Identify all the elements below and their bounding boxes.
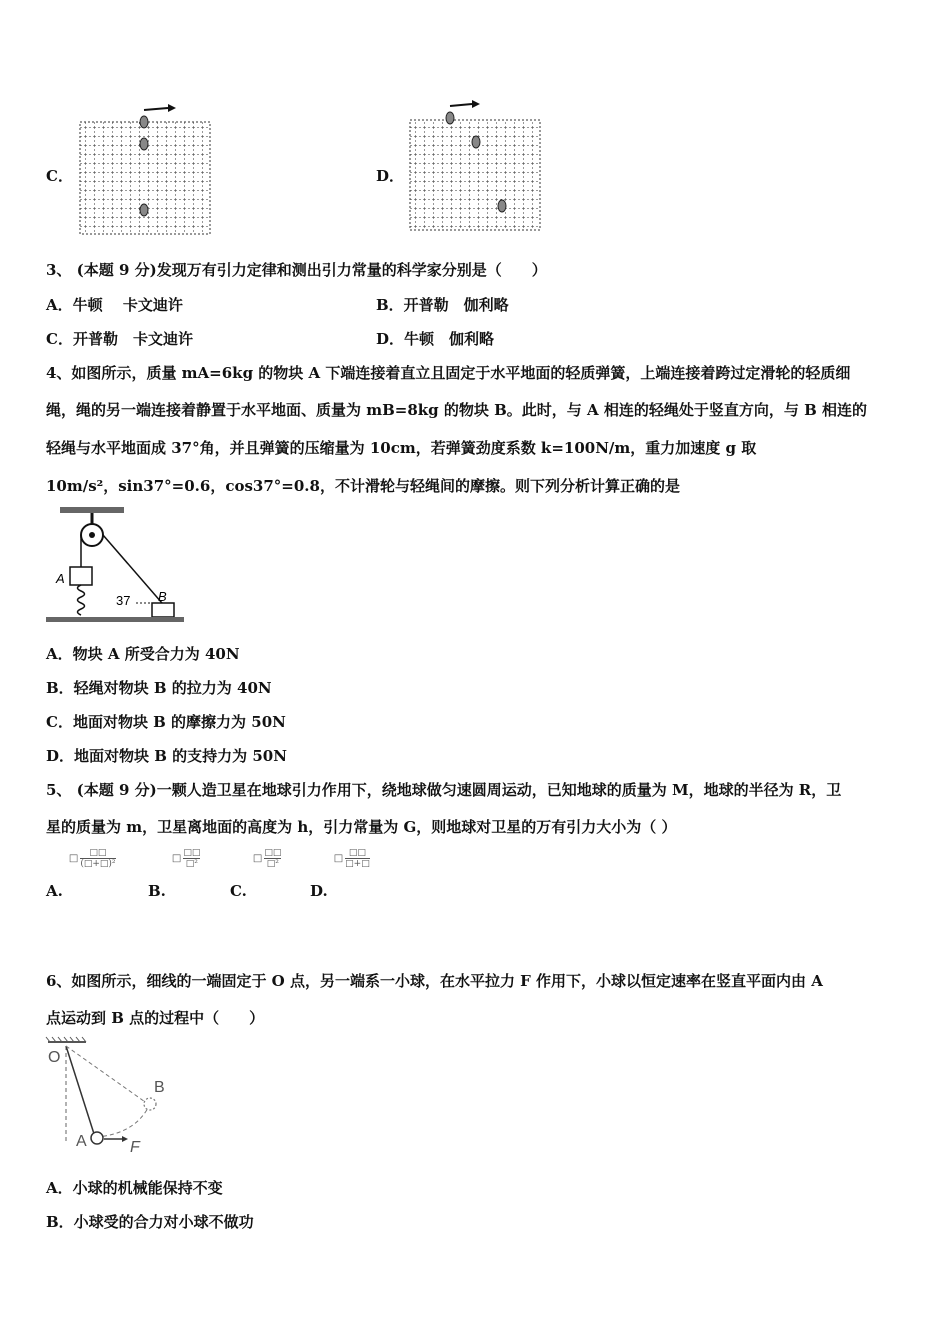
q4-option-a: A．物块 A 所受合力为 40N — [46, 645, 240, 663]
q3-stem: 3、 (本题 9 分)发现万有引力定律和测出引力常量的科学家分别是（ ） — [46, 261, 547, 279]
q4-stem-line-4: 10m/s²，sin37°=0.6，cos37°=0.8，不计滑轮与轻绳间的摩擦。则下列分析计算正确的是 — [46, 477, 680, 495]
q5-option-d — [310, 848, 370, 900]
q5-option-d-formula — [334, 848, 370, 869]
q4-option-c: C．地面对物块 B 的摩擦力为 50N — [46, 713, 286, 731]
q5-stem-line-2: 星的质量为 m，卫星离地面的高度为 h，引力常量为 G，则地球对卫星的万有引力大小为（ ） — [46, 818, 677, 836]
q4-label-b: B — [158, 589, 167, 604]
q4-label-angle: 37 — [116, 593, 131, 608]
q5-option-d-label: D. — [310, 882, 328, 900]
q5-b-num: □□ — [183, 848, 201, 858]
q4-figure-pulley-spring — [44, 505, 189, 630]
q6-option-b: B．小球受的合力对小球不做功 — [46, 1213, 254, 1231]
q4-stem-line-3: 轻绳与水平地面成 37°角，并且弹簧的压缩量为 10cm，若弹簧劲度系数 k=100N/m，重力加速度 g 取 — [46, 439, 757, 457]
q5-stem-line-1: 5、 (本题 9 分)一颗人造卫星在地球引力作用下，绕地球做匀速圆周运动，已知地球的质量为 M，地球的半径为 R，卫 — [46, 781, 842, 799]
q5-b-den: □² — [185, 859, 198, 869]
q5-prefix-glyph-b: □ — [171, 853, 182, 864]
q5-option-c — [230, 848, 282, 900]
q5-a-num: □□ — [89, 848, 107, 858]
q4-option-d: D．地面对物块 B 的支持力为 50N — [46, 747, 287, 765]
q5-option-c-formula — [253, 848, 281, 869]
q5-prefix-glyph-a: □ — [68, 853, 79, 864]
q6-stem-line-2: 点运动到 B 点的过程中（ ） — [46, 1009, 265, 1027]
q6-label-b: B — [154, 1079, 165, 1096]
q6-label-a: A — [76, 1133, 87, 1150]
q6-figure-pendulum — [44, 1036, 184, 1161]
q2-option-d-figure — [406, 100, 546, 240]
q5-d-num: □□ — [348, 848, 366, 858]
q2-option-c-figure — [76, 100, 216, 240]
q6-option-a: A．小球的机械能保持不变 — [46, 1179, 223, 1197]
q6-label-f: F — [130, 1139, 140, 1156]
q5-prefix-glyph-d: □ — [333, 853, 344, 864]
q2-option-d-label: D． — [376, 167, 405, 185]
q5-option-b — [148, 848, 201, 900]
q4-option-b: B．轻绳对物块 B 的拉力为 40N — [46, 679, 272, 697]
q3-option-b: B．开普勒 伽利略 — [376, 296, 509, 314]
q5-a-den: (□+□)² — [80, 859, 116, 869]
q5-option-c-label: C. — [230, 882, 247, 900]
q5-option-a-label: A. — [46, 882, 63, 900]
q4-stem-line-2: 绳，绳的另一端连接着静置于水平地面、质量为 mB=8kg 的物块 B。此时，与 A 相连的轻绳处于竖直方向，与 B 相连的 — [46, 401, 867, 419]
q6-label-o: O — [48, 1049, 61, 1066]
q5-d-den: □+□ — [345, 859, 370, 869]
q5-option-a-formula — [69, 848, 116, 869]
q5-option-b-label: B. — [148, 882, 166, 900]
q5-prefix-glyph-c: □ — [252, 853, 263, 864]
q3-option-a: A．牛顿 卡文迪许 — [46, 296, 183, 314]
q3-option-d: D．牛顿 伽利略 — [376, 330, 495, 348]
q4-label-a: A — [56, 571, 65, 586]
q4-stem-line-1: 4、如图所示，质量 mA=6kg 的物块 A 下端连接着直立且固定于水平地面的轻质弹簧，上端连接着跨过定滑轮的轻质细 — [46, 364, 851, 382]
q5-option-a — [46, 848, 116, 900]
q5-option-b-formula — [172, 848, 200, 869]
q6-stem-line-1: 6、如图所示，细线的一端固定于 O 点，另一端系一小球，在水平拉力 F 作用下，小球以恒定速率在竖直平面内由 A — [46, 972, 823, 990]
q2-option-c-label: C． — [46, 167, 73, 185]
q5-c-den: □² — [266, 859, 279, 869]
q5-c-num: □□ — [264, 848, 282, 858]
q3-option-c: C．开普勒 卡文迪许 — [46, 330, 193, 348]
